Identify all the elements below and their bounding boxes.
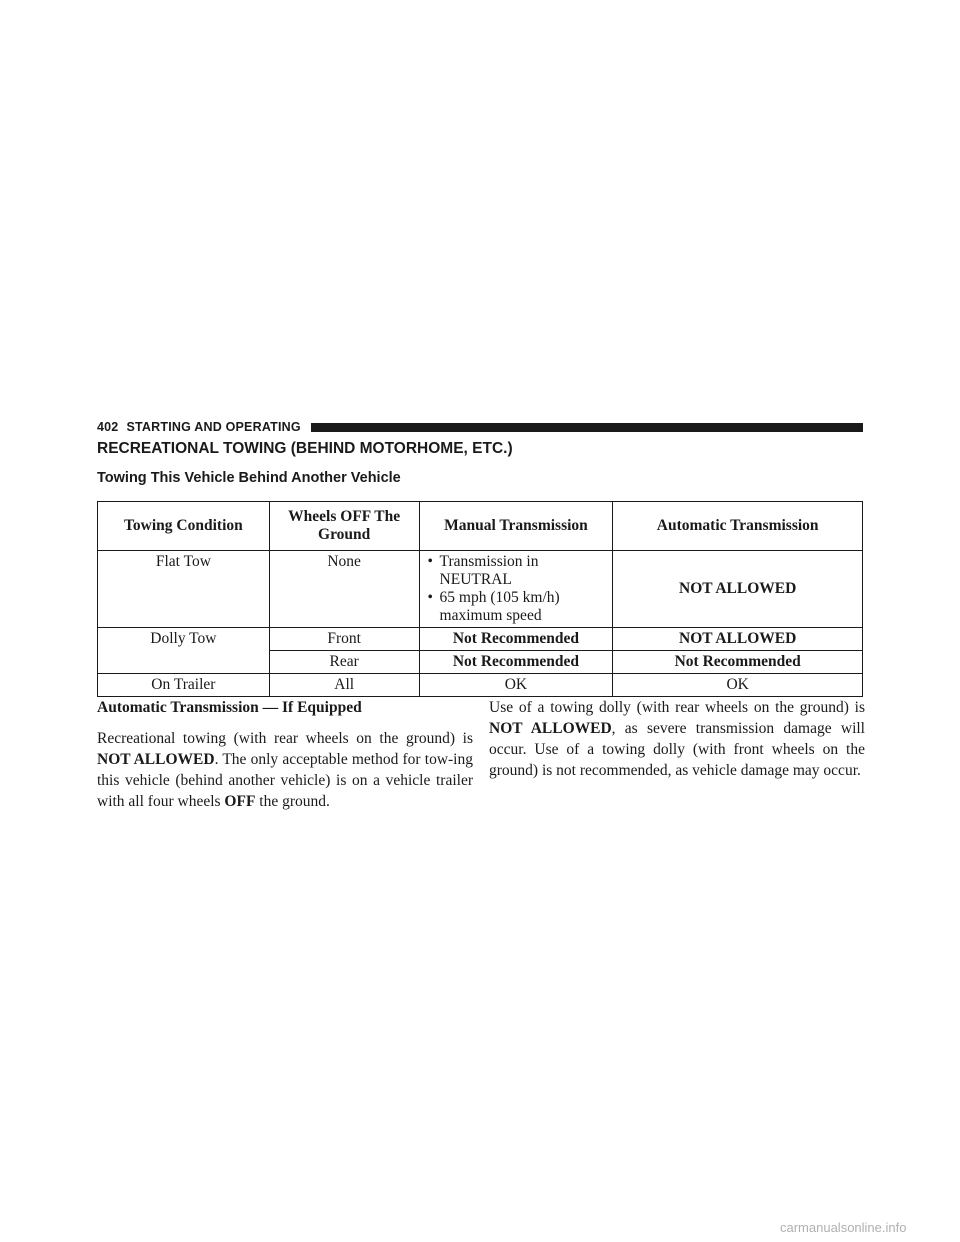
section-title: RECREATIONAL TOWING (BEHIND MOTORHOME, ETC.): [97, 440, 513, 457]
dolly-front-automatic: NOT ALLOWED: [613, 628, 863, 651]
on-trailer-automatic: OK: [613, 674, 863, 697]
flat-tow-manual: [419, 551, 613, 628]
header-manual-transmission: Manual Transmission: [419, 502, 613, 551]
manual-requirements-list: [426, 553, 607, 625]
dolly-rear-wheels: Rear: [269, 651, 419, 674]
towing-table: [97, 501, 863, 697]
automatic-transmission-heading: Automatic Transmission — If Equipped: [97, 699, 362, 716]
not-allowed-emphasis: NOT ALLOWED: [489, 720, 612, 737]
table-header-row: [98, 502, 863, 551]
paragraph-text: , as severe transmission damage will occur. Use of a towing dolly (with front wheels on the ground) is not recommended, as vehicle damage may occur.: [489, 720, 865, 779]
running-header: [97, 417, 863, 437]
dolly-front-wheels: Front: [269, 628, 419, 651]
flat-tow-automatic: NOT ALLOWED: [613, 551, 863, 628]
manual-requirement-speed: • 65 mph (105 km/h) maximum speed: [426, 589, 607, 625]
subsection-title: Towing This Vehicle Behind Another Vehicle: [97, 470, 401, 486]
dolly-rear-manual: Not Recommended: [419, 651, 613, 674]
paragraph-text: . The only acceptable method for tow-ing this vehicle (behind another vehicle) is on a vehicle trailer with all four wheels: [97, 751, 473, 810]
automatic-transmission-paragraph: [97, 728, 473, 812]
header-automatic-transmission: Automatic Transmission: [613, 502, 863, 551]
paragraph-text: Recreational towing (with rear wheels on the ground) is: [97, 730, 473, 747]
dolly-tow-condition: Dolly Tow: [98, 628, 270, 674]
watermark: carmanualsonline.info: [780, 1220, 907, 1235]
table-row-on-trailer: [98, 674, 863, 697]
towing-dolly-paragraph: [489, 697, 865, 781]
on-trailer-condition: On Trailer: [98, 674, 270, 697]
dolly-rear-automatic: Not Recommended: [613, 651, 863, 674]
header-wheels-off: Wheels OFF The Ground: [269, 502, 419, 551]
header-towing-condition: Towing Condition: [98, 502, 270, 551]
table-row-dolly-tow-front: [98, 628, 863, 651]
on-trailer-manual: OK: [419, 674, 613, 697]
not-allowed-emphasis: NOT ALLOWED: [97, 751, 215, 768]
header-rule: [311, 423, 863, 432]
paragraph-text: the ground.: [255, 793, 330, 810]
paragraph-text: Use of a towing dolly (with rear wheels on the ground) is: [489, 699, 865, 716]
table-row-flat-tow: [98, 551, 863, 628]
on-trailer-wheels: All: [269, 674, 419, 697]
left-text-column: [97, 697, 473, 812]
flat-tow-wheels: None: [269, 551, 419, 628]
right-text-column: [489, 697, 865, 781]
dolly-front-manual: Not Recommended: [419, 628, 613, 651]
manual-requirement-neutral: • Transmission in NEUTRAL: [426, 553, 607, 589]
page-number: 402: [97, 420, 119, 434]
flat-tow-condition: Flat Tow: [98, 551, 270, 628]
off-emphasis: OFF: [224, 793, 256, 810]
running-section-name: STARTING AND OPERATING: [126, 420, 301, 434]
